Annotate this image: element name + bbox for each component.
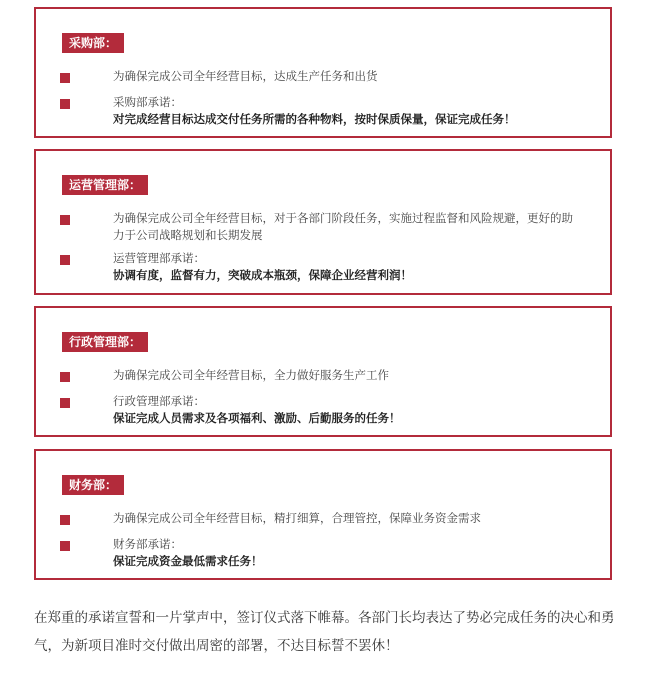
goal-text: 为确保完成公司全年经营目标，对于各部门阶段任务，实施过程监督和风险规避，更好的助力于公司战略规划和长期发展 bbox=[113, 211, 573, 242]
department-tag: 行政管理部： bbox=[62, 332, 148, 352]
bullet-square-icon bbox=[60, 255, 70, 265]
bullet-square-icon bbox=[60, 99, 70, 109]
bullet-square-icon bbox=[60, 215, 70, 225]
bullet-square-icon bbox=[60, 398, 70, 408]
goal-text: 为确保完成公司全年经营目标，精打细算，合理管控，保障业务资金需求 bbox=[113, 511, 481, 525]
pledge-label: 采购部承诺： bbox=[113, 95, 182, 109]
department-card-finance bbox=[34, 449, 612, 580]
pledge-block bbox=[113, 94, 580, 128]
pledge-block bbox=[113, 536, 580, 570]
pledge-block bbox=[113, 393, 580, 427]
bullet-square-icon bbox=[60, 541, 70, 551]
goal-text: 为确保完成公司全年经营目标，全力做好服务生产工作 bbox=[113, 368, 389, 382]
department-card-procurement bbox=[34, 7, 612, 138]
department-tag: 运营管理部： bbox=[62, 175, 148, 195]
bullet-square-icon bbox=[60, 372, 70, 382]
pledge-text: 保证完成资金最低需求任务！ bbox=[113, 554, 263, 568]
department-card-administration bbox=[34, 306, 612, 437]
pledge-label: 行政管理部承诺： bbox=[113, 394, 205, 408]
pledge-block bbox=[113, 250, 580, 284]
goal-text: 为确保完成公司全年经营目标，达成生产任务和出货 bbox=[113, 69, 378, 83]
pledge-label: 财务部承诺： bbox=[113, 537, 182, 551]
pledge-text: 协调有度，监督有力，突破成本瓶颈，保障企业经营利润！ bbox=[113, 268, 412, 282]
department-tag: 采购部： bbox=[62, 33, 124, 53]
department-tag: 财务部： bbox=[62, 475, 124, 495]
pledge-label: 运营管理部承诺： bbox=[113, 251, 205, 265]
closing-paragraph: 在郑重的承诺宣誓和一片掌声中，签订仪式落下帷幕。各部门长均表达了势必完成任务的决心和勇气，为新项目准时交付做出周密的部署，不达目标誓不罢休！ bbox=[34, 610, 615, 654]
bullet-square-icon bbox=[60, 515, 70, 525]
pledge-text: 对完成经营目标达成交付任务所需的各种物料，按时保质保量，保证完成任务！ bbox=[113, 112, 516, 126]
pledge-text: 保证完成人员需求及各项福利、激励、后勤服务的任务！ bbox=[113, 411, 401, 425]
department-card-operations bbox=[34, 149, 612, 295]
bullet-square-icon bbox=[60, 73, 70, 83]
